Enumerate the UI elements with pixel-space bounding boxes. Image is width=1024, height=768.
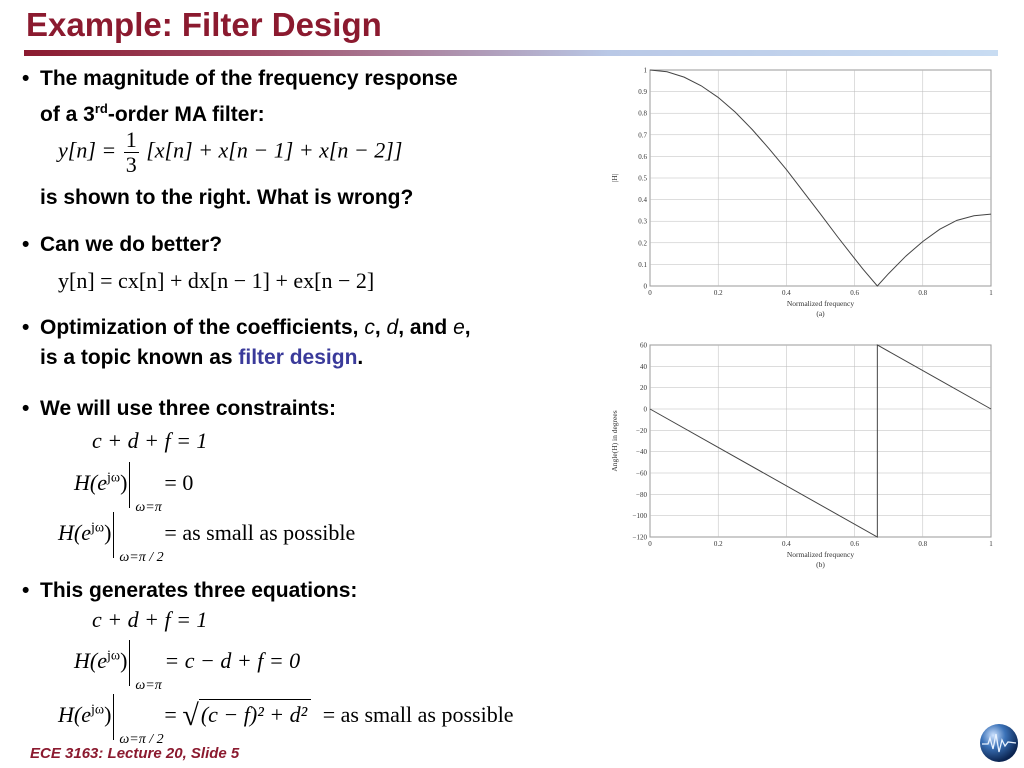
bullet-line-fragment: Optimization of the coefficients, (40, 316, 365, 339)
y-tick-label: −40 (636, 448, 647, 457)
bullet-line-fragment: is a topic known as (40, 346, 239, 369)
phase-response-plot (608, 336, 1000, 580)
separator: , (464, 316, 471, 339)
x-tick-label: 0.2 (713, 289, 723, 297)
exponent: jω (106, 648, 121, 664)
equation-3 (58, 694, 514, 747)
bullet-text (40, 64, 580, 130)
bullet-text: We will use three constraints: (40, 397, 337, 420)
x-tick-label: 0.8 (918, 289, 928, 297)
slide-title: Example: Filter Design (26, 6, 382, 43)
separator: , and (398, 316, 454, 339)
ma-filter-equation (58, 128, 402, 177)
evaluation-subscript: ω=π / 2 (119, 732, 164, 747)
equation-lhs: H(e (58, 702, 91, 728)
x-axis-label: Normalized frequency (786, 550, 855, 559)
bullet-line (40, 343, 580, 373)
equation-paren: ) (104, 520, 112, 546)
fraction-denominator: 3 (125, 152, 137, 177)
fraction-numerator: 1 (125, 127, 137, 152)
x-tick-label: 0 (648, 289, 652, 297)
ordinal-superscript: rd (94, 101, 108, 116)
exponent: jω (90, 702, 105, 718)
y-axis-label: Angle(H) in degrees (610, 410, 619, 472)
equation-lhs: y[n] = (58, 137, 117, 163)
x-tick-label: 0.2 (713, 540, 723, 548)
bullet-line: The magnitude of the frequency response (40, 67, 458, 90)
fraction-one-third (124, 128, 139, 177)
separator: , (374, 316, 387, 339)
x-tick-label: 0.4 (782, 540, 791, 548)
plot-caption: (a) (816, 309, 825, 318)
y-tick-label: 0.9 (638, 88, 647, 97)
equation-paren: ) (120, 648, 128, 674)
bullet-line (40, 94, 580, 130)
y-tick-label: 40 (640, 362, 647, 371)
equation-lhs: H(e (58, 520, 91, 546)
bullet-text (40, 313, 580, 373)
radicand: (c − f)² + d² (199, 699, 311, 727)
evaluation-bar (113, 512, 164, 565)
exponent: jω (90, 520, 105, 536)
equation-text: c + d + f = 1 (92, 607, 208, 632)
plot-frame (650, 345, 991, 537)
evaluation-bar (129, 462, 162, 515)
series-line (650, 345, 991, 537)
x-tick-label: 0.4 (782, 289, 791, 297)
bullet-dot: • (22, 67, 30, 90)
y-tick-label: 0.8 (638, 109, 647, 118)
evaluation-bar (129, 640, 162, 693)
bullet-line: is shown to the right. What is wrong? (40, 186, 414, 209)
equation-2 (74, 640, 301, 693)
y-tick-label: 60 (640, 341, 647, 350)
y-tick-label: 0.5 (638, 174, 647, 183)
bullet-dot: • (22, 233, 30, 256)
sqrt-sign: √ (182, 699, 199, 733)
y-tick-label: −20 (636, 426, 647, 435)
x-tick-label: 1 (989, 289, 993, 297)
bullet-line-fragment: . (357, 346, 364, 369)
y-tick-label: 0 (643, 282, 647, 291)
bullet-text: Can we do better? (40, 233, 223, 256)
equation-rhs: = as small as possible (322, 702, 514, 728)
x-tick-label: 0.6 (850, 289, 859, 297)
evaluation-subscript: ω=π (135, 678, 162, 693)
slide-footer: ECE 3163: Lecture 20, Slide 5 (30, 745, 240, 762)
bullet-line (40, 313, 580, 343)
coefficient-d: d (386, 316, 399, 339)
constraint-3 (58, 512, 356, 565)
bullet-line-fragment: of a 3 (40, 103, 95, 126)
filter-design-link[interactable]: filter design (238, 346, 358, 369)
globe-logo-icon (978, 722, 1020, 764)
evaluation-subscript: ω=π (135, 500, 162, 515)
exponent: jω (106, 470, 121, 486)
x-tick-label: 0 (648, 540, 652, 548)
equation-rhs: [x[n] + x[n − 1] + x[n − 2]] (146, 137, 403, 163)
x-tick-label: 1 (989, 540, 993, 548)
y-tick-label: 20 (640, 384, 647, 393)
equation-rhs: = 0 (164, 470, 194, 496)
y-tick-label: 0.7 (638, 131, 647, 140)
equation-rhs: = c − d + f = 0 (164, 648, 301, 674)
x-tick-label: 0.8 (918, 540, 928, 548)
equation-lhs: H(e (74, 648, 107, 674)
y-tick-label: 0.4 (638, 196, 647, 205)
y-tick-label: 0.3 (638, 217, 647, 226)
y-tick-label: 0.2 (638, 239, 647, 248)
equals-sign: = (164, 702, 177, 728)
equation-paren: ) (104, 702, 112, 728)
y-tick-label: −120 (632, 533, 647, 542)
equation-text: c + d + f = 1 (92, 428, 208, 453)
equation-rhs: = as small as possible (164, 520, 356, 546)
coefficient-c: c (364, 316, 375, 339)
evaluation-subscript: ω=π / 2 (119, 550, 164, 565)
bullet-line-fragment: -order MA filter: (107, 103, 265, 126)
bullet-dot: • (22, 316, 30, 339)
y-tick-label: 0.1 (638, 260, 647, 269)
constraint-2 (74, 462, 194, 515)
y-tick-label: −80 (636, 490, 647, 499)
equation-1 (92, 607, 207, 633)
general-filter-equation: y[n] = cx[n] + dx[n − 1] + ex[n − 2] (58, 268, 375, 293)
y-tick-label: −60 (636, 469, 647, 478)
coefficient-e: e (453, 316, 465, 339)
bullet-dot: • (22, 579, 30, 602)
bullet-dot: • (22, 397, 30, 420)
y-tick-label: 0.6 (638, 152, 647, 161)
y-axis-label: |H| (610, 173, 619, 183)
x-axis-label: Normalized frequency (786, 299, 855, 308)
title-divider (24, 50, 998, 56)
evaluation-bar (113, 694, 164, 747)
constraint-1 (92, 428, 207, 454)
y-tick-label: 1 (643, 66, 647, 75)
y-tick-label: 0 (643, 405, 647, 414)
x-tick-label: 0.6 (850, 540, 859, 548)
equation-paren: ) (120, 470, 128, 496)
magnitude-response-plot (608, 62, 1000, 334)
plot-caption: (b) (816, 560, 825, 569)
equation-lhs: H(e (74, 470, 107, 496)
y-tick-label: −100 (632, 512, 647, 521)
bullet-text: This generates three equations: (40, 579, 358, 602)
